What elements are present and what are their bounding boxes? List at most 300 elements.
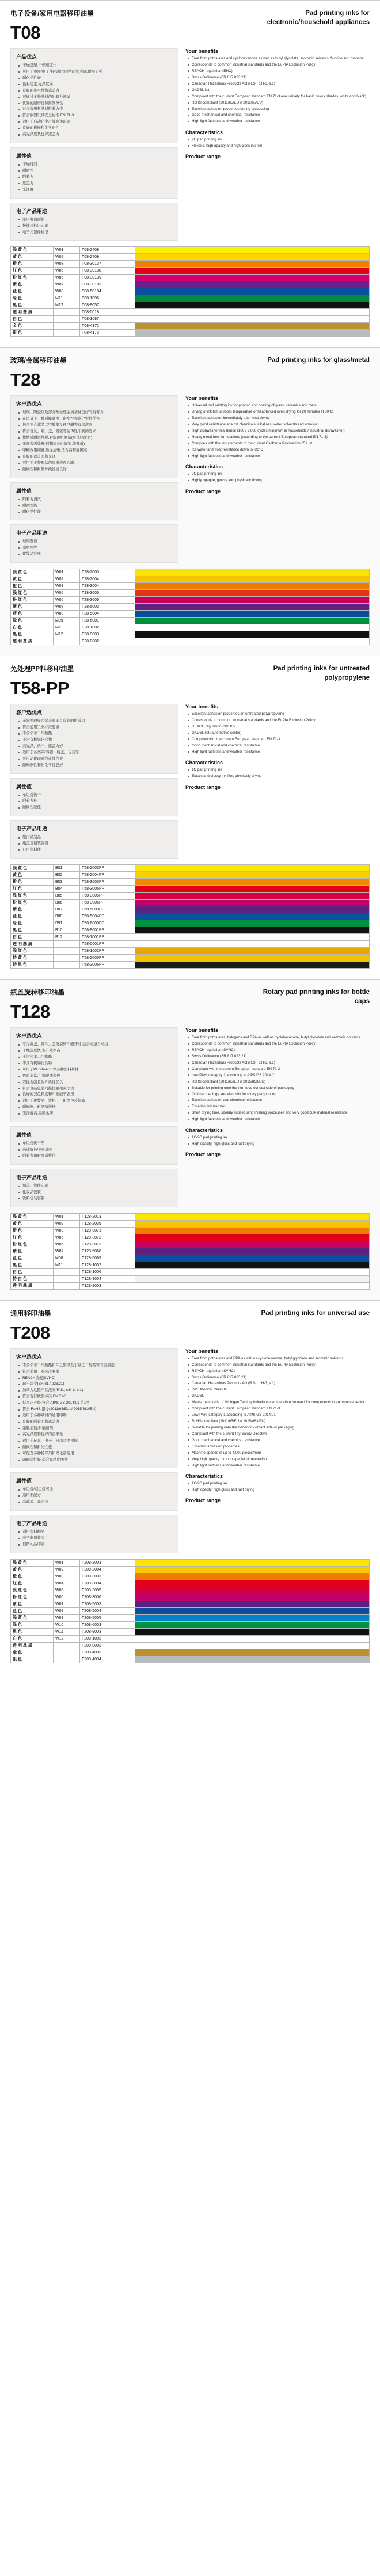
list-item: Very good resistance against chemicals, alkalines, water solvents and abrasion <box>192 422 370 427</box>
color-name-cell: 绿 色 <box>11 295 54 302</box>
table-row <box>11 1268 370 1275</box>
table-row <box>11 1594 370 1601</box>
info-card-list <box>16 162 173 193</box>
color-swatch <box>135 1643 369 1649</box>
color-code-cell <box>54 1275 80 1282</box>
table-row <box>11 638 370 645</box>
article-number-cell: T08-30103 <box>80 281 135 288</box>
color-swatch-cell <box>135 624 370 631</box>
list-item: 高速旋转印刷适用 <box>22 1147 173 1153</box>
section-columns <box>10 1027 370 1207</box>
color-swatch-cell <box>135 1587 370 1594</box>
color-code-cell: M12 <box>54 302 80 309</box>
color-code-cell <box>54 323 80 330</box>
color-swatch <box>135 1656 369 1663</box>
color-swatch-cell <box>135 631 370 638</box>
table-row <box>11 913 370 920</box>
list-item: Excellent adhesion properties during processing <box>192 106 370 112</box>
list-item: Good mechanical and chemical resistance <box>192 112 370 117</box>
table-row <box>11 590 370 597</box>
color-swatch <box>135 611 369 617</box>
article-number-cell: T58-1001PP <box>80 934 135 941</box>
section-heading-cn: 通用移印油墨 <box>10 1310 51 1317</box>
list-item: Good mechanical and chemical resistance <box>192 743 370 748</box>
info-card <box>10 1126 178 1165</box>
list-item: Low PAH, category 1 according to AfPS GS 2014:01 <box>192 1073 370 1078</box>
color-swatch <box>135 920 369 927</box>
color-code-cell <box>54 962 80 969</box>
info-card-title: 电子产品用途 <box>16 826 48 832</box>
list-item: 耐候性和耐光性佳 <box>22 1445 173 1450</box>
list-item: 可通过多种基材的附着力测试 <box>22 94 173 100</box>
benefit-block-title: Characteristics <box>185 464 223 470</box>
color-name-cell: 特 黑 色 <box>11 962 54 969</box>
list-item: 单组份快干 <box>22 792 173 798</box>
table-row <box>11 872 370 879</box>
section-header-left <box>10 1309 241 1342</box>
list-item: 可用于PE/PP/ABS等多种塑料基材 <box>22 1067 173 1073</box>
list-item: 高光泽度和优异的流平性 <box>22 1432 173 1438</box>
benefit-block <box>185 154 370 159</box>
list-item: Corresponds to common industrial standards and the EuPIA Exclusion Policy <box>192 1362 370 1367</box>
article-number-cell: T58-0001PP <box>80 941 135 948</box>
table-row <box>11 1241 370 1248</box>
color-swatch-cell <box>135 1601 370 1607</box>
color-swatch <box>135 569 369 576</box>
section-header-left <box>10 356 241 388</box>
section-heading-cn: 电子设备/家用电器移印油墨 <box>10 10 94 17</box>
color-swatch-cell <box>135 590 370 597</box>
table-row <box>11 1607 370 1614</box>
color-swatch-cell <box>135 583 370 590</box>
color-code-cell <box>54 1642 80 1649</box>
color-swatch <box>135 295 369 302</box>
color-code-cell: W01 <box>54 247 80 254</box>
article-number-cell: T208-3006 <box>80 1594 135 1601</box>
list-item: Low PAH, category 1 according to AfPS GS 2014:01 <box>192 1412 370 1417</box>
article-number-cell: T58-5004PP <box>80 913 135 920</box>
section-heading-cn: 玻璃/金属移印油墨 <box>10 357 67 365</box>
list-item: Swiss Ordinance (SR 817.023.21) <box>192 1054 370 1059</box>
section-title: T28 <box>10 369 40 390</box>
color-code-cell: W07 <box>54 1248 80 1255</box>
benefits-column-en <box>185 395 370 499</box>
color-code-cell: W12 <box>54 1635 80 1642</box>
list-item: 加拿大危险产品法案(R.S., c.H-3, s.1) <box>22 1388 173 1393</box>
product-section-t08 <box>0 0 380 347</box>
benefit-list <box>185 56 370 124</box>
info-card-list <box>16 63 173 138</box>
article-number-cell: T28-2003 <box>80 569 135 576</box>
color-name-cell: 黄 色 <box>11 1220 54 1227</box>
article-number-cell: T58-2004PP <box>80 872 135 879</box>
table-row <box>11 1213 370 1220</box>
color-swatch <box>135 288 369 295</box>
color-code-cell: M12 <box>54 631 80 638</box>
color-code-cell <box>54 330 80 337</box>
info-card-list <box>16 497 173 515</box>
table-row <box>11 569 370 576</box>
color-swatch <box>135 275 369 281</box>
article-number-cell: T08-9057 <box>80 302 135 309</box>
list-item: Optimal rheology and viscosity for rotary pad printing <box>192 1092 370 1097</box>
list-item: 印刷效果细腻,边缘清晰,适合高精度图案 <box>22 448 173 454</box>
list-item: 在进量下干燥后膜硬度、耐刮性和耐化学性优异 <box>22 416 173 422</box>
article-number-cell: T208-0003 <box>80 1642 135 1649</box>
table-row <box>11 955 370 962</box>
article-number-cell: T28-1002 <box>80 624 135 631</box>
color-swatch-cell <box>135 268 370 275</box>
list-item: 按键及标识印刷 <box>22 223 173 229</box>
color-code-cell: W08 <box>54 1607 80 1614</box>
section-heading-cn: 免处理PP料移印油墨 <box>10 666 74 673</box>
table-row <box>11 893 370 900</box>
color-swatch <box>135 247 369 253</box>
color-code-cell: W05 <box>54 590 80 597</box>
color-code-cell: M08 <box>54 1255 80 1262</box>
color-code-cell: W02 <box>54 1220 80 1227</box>
benefit-block <box>185 395 370 459</box>
benefit-block <box>185 1027 370 1122</box>
color-name-cell: 紫 色 <box>11 1601 54 1607</box>
color-swatch-cell <box>135 879 370 886</box>
list-item: 耐候性能佳 <box>22 805 173 810</box>
benefit-block-title: Your benefits <box>185 1348 218 1354</box>
color-code-cell: W03 <box>54 1227 80 1234</box>
color-swatch <box>135 955 369 961</box>
list-item: 良好的流平性和遮盖力 <box>22 88 173 94</box>
info-card-title: 属性值 <box>16 487 32 494</box>
table-row <box>11 1248 370 1255</box>
article-number-cell: T08-30137 <box>80 261 135 268</box>
benefit-block-title: Characteristics <box>185 1127 223 1133</box>
benefit-block <box>185 1473 370 1492</box>
color-swatch-cell <box>135 569 370 576</box>
info-card <box>10 1169 178 1207</box>
table-row <box>11 1635 370 1642</box>
color-swatch <box>135 1262 369 1268</box>
product-range-table <box>10 1559 370 1663</box>
color-name-cell: 透 明 基 质 <box>11 941 54 948</box>
color-name-cell: 浅 黄 色 <box>11 247 54 254</box>
list-item: 符合欧盟玩具安全标准 EN 71-3 <box>22 113 173 119</box>
product-range-table <box>10 1213 370 1290</box>
list-item: 附着力佳 <box>22 798 173 804</box>
color-swatch-cell <box>135 900 370 906</box>
list-item: 不含邻苯二甲酸酯 <box>22 731 173 737</box>
list-item: 瓶盖、管件印刷 <box>22 1183 173 1189</box>
info-card <box>10 1348 178 1469</box>
color-code-cell: W10 <box>54 1621 80 1628</box>
table-row <box>11 1601 370 1607</box>
color-name-cell: 红 色 <box>11 1234 54 1241</box>
color-code-cell: W08 <box>54 611 80 618</box>
list-item: REACH regulation (EHC) <box>192 68 370 74</box>
list-item: 1C/2C pad printing ink <box>192 1481 370 1486</box>
info-card <box>10 395 178 478</box>
color-swatch <box>135 316 369 322</box>
section-header-left <box>10 988 241 1020</box>
list-item: 良好的机械和化学耐性 <box>22 125 173 131</box>
list-item: 符合玩具、瓶、盖、器皿等装饰性印刷的要求 <box>22 429 173 435</box>
color-swatch-cell <box>135 962 370 969</box>
color-swatch-cell <box>135 597 370 604</box>
color-swatch-cell <box>135 1234 370 1241</box>
product-range-table <box>10 864 370 969</box>
article-number-cell: T208-5004 <box>80 1607 135 1614</box>
color-name-cell: 紫 色 <box>11 1248 54 1255</box>
color-swatch <box>135 1615 369 1621</box>
list-item: Canadian Hazardous Products Act (R.S., c.H-3, s.1) <box>192 1060 370 1065</box>
color-code-cell: W11 <box>54 1628 80 1635</box>
color-name-cell: 绿 色 <box>11 1621 54 1628</box>
article-number-cell: T28-2004 <box>80 576 135 583</box>
list-item: 耐候性和耐紫外线性能良好 <box>22 467 173 472</box>
list-item: GADSL list <box>192 87 370 93</box>
color-swatch <box>135 886 369 892</box>
color-name-cell: 粉 红 色 <box>11 1594 54 1601</box>
color-swatch <box>135 631 369 638</box>
list-item: Excellent ink transfer <box>192 1104 370 1109</box>
color-name-cell: 黄 色 <box>11 872 54 879</box>
color-swatch <box>135 309 369 315</box>
list-item: Machine speeds of up to 4,000 pieces/hour <box>192 1450 370 1455</box>
color-code-cell <box>54 955 80 962</box>
article-number-cell: T08-2409 <box>80 254 135 261</box>
color-swatch <box>135 900 369 906</box>
info-card-list <box>16 1529 173 1548</box>
color-swatch-cell <box>135 906 370 913</box>
benefits-column-cn <box>10 1348 178 1553</box>
article-number-cell: T208-5005 <box>80 1614 135 1621</box>
list-item: Corresponds to common industrial standards and the EuPIA Exclusion Policy <box>192 718 370 723</box>
benefit-block-title: Characteristics <box>185 1473 223 1480</box>
article-number-cell: T08-2409 <box>80 247 135 254</box>
section-heading-en: Pad printing inks for untreated polypropylene <box>273 665 370 681</box>
list-item: 高光泽、快干、遮盖力好 <box>22 744 173 749</box>
info-card <box>10 1472 178 1511</box>
list-item: 日用塑料件 <box>22 847 173 853</box>
color-swatch-cell <box>135 865 370 872</box>
article-number-cell: T58-6000PP <box>80 920 135 927</box>
color-name-cell: 特 白 色 <box>11 1275 54 1282</box>
color-code-cell: W06 <box>54 1594 80 1601</box>
color-code-cell: B01 <box>54 865 80 872</box>
table-row <box>11 1621 370 1628</box>
section-header <box>10 356 370 388</box>
color-swatch-cell <box>135 316 370 323</box>
info-card-title: 电子产品用途 <box>16 1174 48 1180</box>
benefit-list <box>185 137 370 148</box>
list-item: 光泽度 <box>22 187 173 193</box>
color-name-cell: 银 色 <box>11 1656 54 1663</box>
product-section-t128 <box>0 979 380 1300</box>
table-row <box>11 261 370 268</box>
list-item: RoHS compliant (2011/65/EU // 2015/863/EU) <box>192 1079 370 1084</box>
color-name-cell: 黄 色 <box>11 576 54 583</box>
section-heading-en: Pad printing inks for universal use <box>261 1309 370 1317</box>
list-item: Compliant with the current European standard EN 71-3 <box>192 737 370 742</box>
list-item: REACH regulation (SVHC) <box>192 1047 370 1053</box>
list-item: 化妆品包装 <box>22 1190 173 1195</box>
list-item: Excellent adhesion and chemical resistance <box>192 1098 370 1103</box>
color-name-cell: 透 明 基 质 <box>11 309 54 316</box>
table-row <box>11 1656 370 1663</box>
color-swatch-cell <box>135 1241 370 1248</box>
color-name-cell: 紫 色 <box>11 281 54 288</box>
benefit-block-title: Your benefits <box>185 395 218 402</box>
table-row <box>11 1262 370 1268</box>
list-item: 2C pad printing ink <box>192 471 370 477</box>
color-name-cell: 黄 色 <box>11 1566 54 1573</box>
color-code-cell: W02 <box>54 576 80 583</box>
list-item: Compliant with the current European standard EN 71-3 <box>192 1406 370 1411</box>
color-swatch-cell <box>135 1642 370 1649</box>
table-row <box>11 879 370 886</box>
list-item: 专为瓶盖、管件、盖类旋转印刷开发,适合高速自动线 <box>22 1042 173 1047</box>
benefits-column-cn <box>10 395 178 563</box>
list-item: 家用电器面板 <box>22 217 173 223</box>
color-swatch <box>135 261 369 267</box>
list-item: 符合食品包装间接接触相关法规 <box>22 1086 173 1092</box>
benefits-column-en <box>185 1027 370 1163</box>
list-item: Swiss Ordinance (SR 817.023.21) <box>192 1375 370 1380</box>
table-row <box>11 323 370 330</box>
color-code-cell: W03 <box>54 1573 80 1580</box>
list-item: 单组份快干型 <box>22 1141 173 1146</box>
info-card-title: 电子产品用途 <box>16 1521 48 1527</box>
color-code-cell: W01 <box>54 569 80 576</box>
list-item: Heavy metal free formulations (according to the current European standard EN 71-3) <box>192 435 370 440</box>
article-number-cell: T208-2003 <box>80 1559 135 1566</box>
color-code-cell: B06 <box>54 900 80 906</box>
color-swatch-cell <box>135 913 370 920</box>
list-item: Excellent adhesion properties <box>192 1444 370 1449</box>
section-title: T08 <box>10 22 40 43</box>
table-row <box>11 1614 370 1621</box>
article-number-cell: T128-2035 <box>80 1220 135 1227</box>
color-code-cell <box>54 1649 80 1656</box>
info-card-title: 电子产品用途 <box>16 530 48 536</box>
table-row <box>11 631 370 638</box>
color-swatch <box>135 1573 369 1580</box>
color-swatch <box>135 1221 369 1227</box>
article-number-cell: T58-1002PP <box>80 948 135 955</box>
list-item: 符合现行欧盟标准 EN 71-3 <box>22 1394 173 1400</box>
list-item: 干燥时间 <box>22 162 173 167</box>
benefit-block <box>185 784 370 790</box>
table-row <box>11 962 370 969</box>
article-number-cell: T28-9003 <box>80 631 135 638</box>
color-swatch-cell <box>135 288 370 295</box>
color-swatch-cell <box>135 1282 370 1289</box>
color-swatch <box>135 879 369 885</box>
list-item: 干燥速度快,生产效率高 <box>22 1048 173 1054</box>
list-item: Canadian Hazardous Products Act (R.S., c.H-3, s.1) <box>192 81 370 86</box>
list-item: 良好的套色精度和印刷细节表现 <box>22 1092 173 1098</box>
info-card-title: 属性值 <box>16 783 32 790</box>
info-card-title: 客户选优点 <box>16 1354 43 1360</box>
benefit-block-title: Product range <box>185 1152 221 1158</box>
list-item: GADSL list (automotive sector) <box>192 730 370 736</box>
list-item: 可用于多种形状的容器表面印刷 <box>22 460 173 466</box>
product-section-t58pp <box>0 656 380 979</box>
color-name-cell: 透 明 基 质 <box>11 638 54 645</box>
article-number-cell: T128-5069 <box>80 1255 135 1262</box>
list-item: Very high opacity through special pigmentation <box>192 1457 370 1462</box>
color-swatch-cell <box>135 1614 370 1621</box>
list-item: Corresponds to common industrial standards and the EuPIA Exclusion Policy <box>192 1041 370 1046</box>
list-item: 符合通用工业标准要求 <box>22 1369 173 1375</box>
color-swatch <box>135 590 369 596</box>
table-row <box>11 1587 370 1594</box>
color-code-cell: B04 <box>54 886 80 893</box>
article-number-cell: T28-5003 <box>80 604 135 611</box>
benefit-block-title: Product range <box>185 1497 221 1504</box>
table-row <box>11 1649 370 1656</box>
color-swatch <box>135 1594 369 1601</box>
benefit-block <box>185 464 370 483</box>
color-code-cell <box>54 309 80 316</box>
info-card <box>10 1027 178 1122</box>
article-number-cell: T58-3006PP <box>80 900 135 906</box>
color-code-cell: B05 <box>54 893 80 900</box>
list-item: Swiss Ordinance (SR 817.023.21) <box>192 75 370 80</box>
color-swatch-cell <box>135 576 370 583</box>
color-swatch-cell <box>135 941 370 948</box>
list-item: 低多环芳烃,符合 AfPS GS 2014:01 第1类 <box>22 1400 173 1406</box>
color-name-cell: 绿 色 <box>11 920 54 927</box>
color-code-cell <box>54 1656 80 1663</box>
color-swatch-cell <box>135 261 370 268</box>
list-item: 无需处理聚丙烯表面即有良好的附着力 <box>22 718 173 724</box>
color-swatch <box>135 281 369 288</box>
color-code-cell: W06 <box>54 597 80 604</box>
list-item: Corresponds to common industrial standards and the EuPIA Exclusion Policy <box>192 62 370 67</box>
info-card-title: 客户选优点 <box>16 710 43 716</box>
color-swatch-cell <box>135 323 370 330</box>
table-row <box>11 254 370 261</box>
color-name-cell: 浅 红 色 <box>11 590 54 597</box>
article-number-cell: T208-5003 <box>80 1601 135 1607</box>
list-item: 附着力和耐介质性佳 <box>22 1153 173 1159</box>
section-columns <box>10 395 370 563</box>
table-row <box>11 597 370 604</box>
table-row <box>11 1559 370 1566</box>
color-swatch <box>135 872 369 878</box>
list-item: High light fastness and weather resistance <box>192 119 370 124</box>
color-name-cell: 橙 色 <box>11 879 54 886</box>
section-columns <box>10 48 370 241</box>
info-card <box>10 1515 178 1553</box>
color-swatch-cell <box>135 302 370 309</box>
list-item: 色彩稳定,光泽度高 <box>22 82 173 87</box>
table-row <box>11 576 370 583</box>
list-item: High opacity, high gloss and fast drying <box>192 1141 370 1146</box>
color-swatch <box>135 893 369 899</box>
color-name-cell: 橙 色 <box>11 1573 54 1580</box>
section-title: T208 <box>10 1322 50 1343</box>
color-swatch-cell <box>135 295 370 302</box>
color-swatch <box>135 1283 369 1289</box>
color-code-cell: W02 <box>54 1566 80 1573</box>
color-swatch <box>135 323 369 329</box>
color-swatch-cell <box>135 872 370 879</box>
list-item: 饮料包装容器 <box>22 1196 173 1202</box>
list-item: 瓶盖及包装容器 <box>22 841 173 847</box>
benefit-block <box>185 129 370 148</box>
list-item: Highly opaque, glossy and physically drying <box>192 478 370 483</box>
